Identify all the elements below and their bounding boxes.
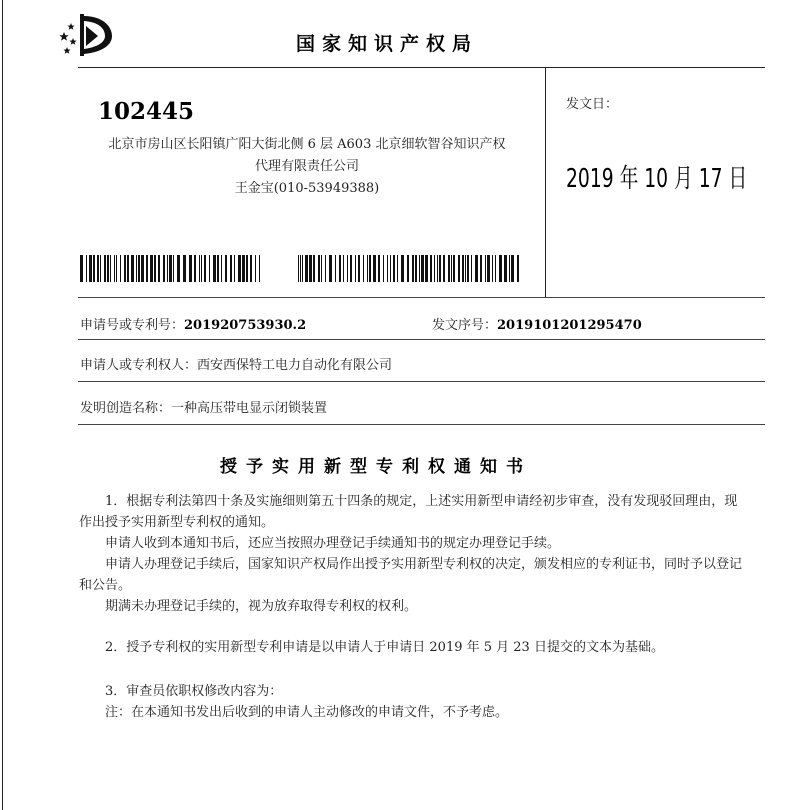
barcode-bar — [363, 255, 364, 282]
application-number-label: 申请号或专利号： — [80, 318, 185, 333]
application-number-row — [80, 314, 306, 333]
barcode-bar — [480, 255, 482, 282]
barcode-bar — [387, 255, 388, 282]
barcode-bar — [350, 255, 352, 282]
barcode-bar — [246, 255, 248, 282]
barcode-bar — [355, 255, 356, 282]
serial-number-value: 2019101201295470 — [497, 318, 642, 333]
barcode-bar — [462, 255, 464, 282]
barcode-bar — [373, 255, 376, 282]
barcode-bar — [343, 255, 344, 282]
barcode-bar — [325, 255, 326, 282]
barcode-bar — [495, 255, 496, 282]
row-divider-3 — [78, 424, 765, 425]
barcode-bar — [517, 255, 519, 282]
barcode-bar — [189, 255, 192, 282]
barcode-bar — [163, 255, 165, 282]
barcode-bar — [471, 255, 472, 282]
invention-row — [80, 397, 327, 416]
barcode-bar — [158, 255, 160, 282]
barcode-right — [298, 255, 520, 282]
barcode-bar — [230, 255, 232, 282]
barcode-bar — [437, 255, 438, 282]
barcode-bar — [259, 255, 260, 282]
barcode-bar — [397, 255, 398, 282]
barcode-bar — [80, 255, 83, 282]
barcode-bar — [225, 255, 227, 282]
serial-number-row — [432, 314, 642, 333]
applicant-row — [80, 354, 392, 373]
barcode-bar — [204, 255, 206, 282]
barcode-bar — [104, 255, 106, 282]
barcode-bar — [141, 255, 144, 282]
barcode-bar — [194, 255, 196, 282]
office-title: 国家知识产权局 — [296, 33, 479, 55]
barcode-bar — [127, 255, 129, 282]
barcode-bar — [255, 255, 256, 282]
barcode-bar — [201, 255, 202, 282]
barcode-bar — [86, 255, 87, 282]
barcode-bar — [217, 255, 219, 282]
barcode-bar — [318, 255, 320, 282]
barcode-bar — [167, 255, 168, 282]
barcode-bar — [313, 255, 315, 282]
barcode-bar — [511, 255, 514, 282]
barcode-bar — [146, 255, 148, 282]
barcode-bar — [309, 255, 312, 282]
barcode-bar — [321, 255, 322, 282]
barcode-bar — [213, 255, 216, 282]
barcode-bar — [358, 255, 360, 282]
barcode-bar — [335, 255, 336, 282]
barcode-bar — [173, 255, 174, 282]
barcode-bar — [131, 255, 134, 282]
barcode-bar — [136, 255, 137, 282]
barcode-bar — [439, 255, 441, 282]
barcode-bar — [485, 255, 486, 282]
row-divider-2 — [78, 381, 765, 382]
notice-title: 授予实用新型专利权通知书 — [220, 457, 532, 477]
barcode-bar — [116, 255, 117, 282]
barcode-bar — [451, 255, 452, 282]
applicant-label: 申请人或专利权人： — [80, 358, 198, 373]
applicant-value: 西安西保特工电力自动化有限公司 — [197, 358, 393, 373]
barcode-bar — [458, 255, 460, 282]
contact-line: 王金宝(010-53949388) — [234, 181, 380, 196]
barcode-bar — [100, 255, 101, 282]
barcode-bar — [329, 255, 332, 282]
paragraph-1d: 期满未办理登记手续的，视为放弃取得专利权的权利。 — [105, 599, 418, 614]
barcode-bar — [421, 255, 424, 282]
barcode-bar — [110, 255, 111, 282]
barcode-bar — [169, 255, 172, 282]
barcode-bar — [302, 255, 303, 282]
barcode-bar — [120, 255, 121, 282]
barcode-bar — [305, 255, 308, 282]
barcode-bar — [183, 255, 186, 282]
barcode-bar — [415, 255, 417, 282]
barcode-bar — [390, 255, 391, 282]
barcode-bar — [475, 255, 478, 282]
barcode-bar — [238, 255, 241, 282]
barcode-bar — [300, 255, 301, 282]
barcode-bar — [401, 255, 404, 282]
barcode-bar — [425, 255, 428, 282]
barcode-bar — [107, 255, 109, 282]
barcode-bar — [453, 255, 455, 282]
invention-label: 发明创造名称： — [80, 401, 172, 416]
paragraph-3-note: 注：在本通知书发出后收到的申请人主动修改的申请文件，不予考虑。 — [105, 705, 509, 720]
invention-value: 一种高压带电显示闭锁装置 — [171, 401, 328, 416]
barcode-bar — [499, 255, 502, 282]
barcode-bar — [443, 255, 445, 282]
barcode-bar — [487, 255, 490, 282]
barcode-bar — [509, 255, 510, 282]
barcode-bar — [504, 255, 507, 282]
barcode-bar — [367, 255, 368, 282]
barcode-bar — [383, 255, 384, 282]
barcode-bar — [150, 255, 153, 282]
barcode-bar — [177, 255, 180, 282]
header-divider — [545, 67, 546, 297]
cnipa-logo-icon — [58, 12, 114, 58]
row-divider-1 — [78, 339, 765, 340]
barcode-bar — [124, 255, 126, 282]
barcode-bar — [378, 255, 380, 282]
barcode-bar — [154, 255, 156, 282]
barcode-bar — [419, 255, 420, 282]
header-bottom-rule — [78, 297, 765, 298]
barcode-bar — [434, 255, 435, 282]
barcode-bar — [209, 255, 210, 282]
barcode-bar — [298, 255, 299, 282]
postal-code: 102445 — [98, 98, 195, 125]
barcode-bar — [89, 255, 92, 282]
application-number-value: 201920753930.2 — [184, 318, 307, 333]
barcode-bar — [234, 255, 235, 282]
barcode-bar — [138, 255, 140, 282]
barcode-bar — [467, 255, 469, 282]
barcode-bar — [250, 255, 252, 282]
paragraph-2: 2．授予专利权的实用新型专利申请是以申请人于申请日 2019 年 5 月 23 日提交的文本为基础。 — [105, 640, 664, 655]
barcode-bar — [93, 255, 95, 282]
paragraph-3: 3．审查员依职权修改内容为： — [105, 684, 283, 699]
address-line-2: 代理有限责任公司 — [254, 159, 359, 174]
barcode-bar — [393, 255, 395, 282]
barcode-bar — [114, 255, 115, 282]
header-top-rule — [78, 67, 765, 68]
barcode-bar — [339, 255, 341, 282]
barcode-bar — [465, 255, 466, 282]
issue-date-label: 发文日： — [566, 97, 619, 112]
barcode-bar — [347, 255, 348, 282]
barcode-bar — [221, 255, 222, 282]
barcode-bar — [97, 255, 99, 282]
barcode-bar — [492, 255, 493, 282]
barcode-bar — [369, 255, 371, 282]
barcode-bar — [412, 255, 414, 282]
barcode-bar — [199, 255, 200, 282]
barcode-bar — [242, 255, 245, 282]
issue-date-value: 2019 年 10 月 17 日 — [566, 164, 748, 194]
serial-number-label: 发文序号： — [432, 318, 498, 333]
barcode-bar — [407, 255, 409, 282]
paragraph-1b: 申请人收到本通知书后，还应当按照办理登记手续通知书的规定办理登记手续。 — [105, 536, 561, 551]
paragraph-1: 1．根据专利法第四十条及实施细则第五十四条的规定，上述实用新型申请经初步审查，没有发现驳回理由，现作出授予实用新型专利权的通知。 — [79, 494, 738, 530]
paragraph-1c: 申请人办理登记手续后，国家知识产权局作出授予实用新型专利权的决定，颁发相应的专利证书，同时予以登记和公告。 — [79, 557, 743, 593]
barcode-bar — [448, 255, 450, 282]
barcode-bar — [430, 255, 432, 282]
address-line-1: 北京市房山区长阳镇广阳大街北侧 6 层 A603 北京细软智谷知识产权 — [108, 137, 506, 152]
page-left-border — [2, 0, 3, 810]
barcode-left — [80, 255, 262, 282]
